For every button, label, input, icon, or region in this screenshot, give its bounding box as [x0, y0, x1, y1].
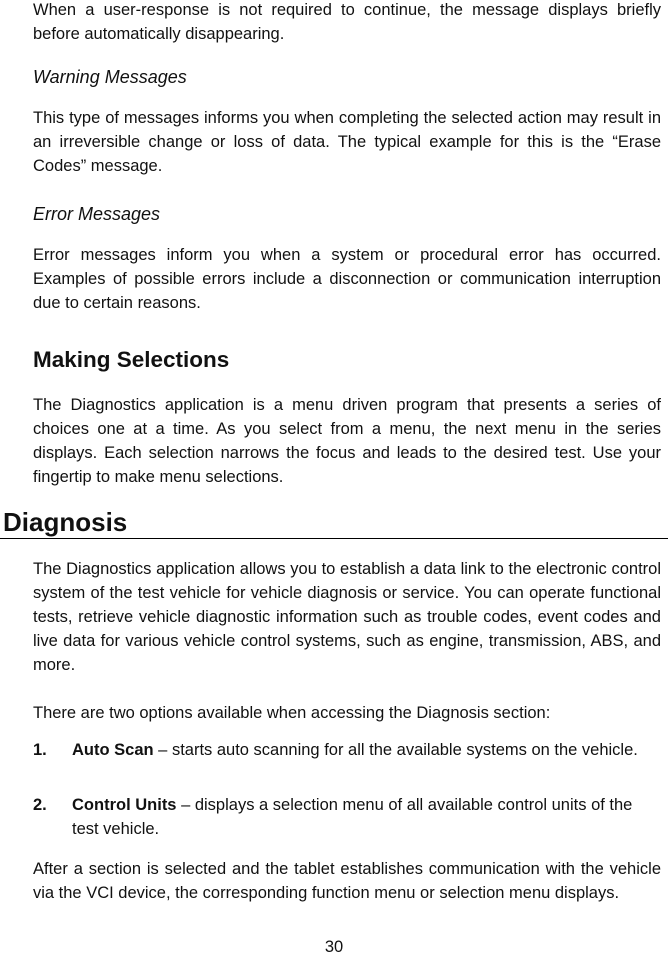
- heading-error-messages: Error Messages: [33, 204, 161, 224]
- paragraph-diagnosis-1: The Diagnostics application allows you to establish a data link to the electronic control system of the test vehicle for vehicle diagnosis or service. You can operate functional tests, retrieve vehicle diagnostic information such as trouble codes, event codes and live data for various vehicle control systems, such as engine, transmission, ABS, and more.: [33, 560, 661, 674]
- paragraph-diagnosis-3: After a section is selected and the tablet establishes communication with the vehicle via the VCI device, the corresponding function menu or selection menu displays.: [33, 860, 661, 902]
- paragraph-intro: When a user-response is not required to continue, the message displays briefly before automatically disappearing.: [33, 1, 661, 43]
- heading-warning-messages: Warning Messages: [33, 67, 187, 87]
- list-item-control-units: [33, 793, 661, 841]
- heading-making-selections: Making Selections: [33, 347, 230, 372]
- list-text: – starts auto scanning for all the available systems on the vehicle.: [153, 741, 638, 759]
- paragraph-warning: This type of messages informs you when completing the selected action may result in an irreversible change or loss of data. The typical example for this is the “Erase Codes” message.: [33, 109, 661, 175]
- list-item-auto-scan: [33, 738, 661, 762]
- heading-diagnosis: Diagnosis: [3, 507, 128, 537]
- list-text: – displays a selection menu of all available control units of the test vehicle.: [72, 796, 633, 838]
- paragraph-diagnosis-2: There are two options available when accessing the Diagnosis section:: [33, 704, 551, 722]
- list-number: 1.: [33, 741, 47, 759]
- page-number: 30: [324, 938, 344, 956]
- list-term: Control Units: [72, 796, 177, 814]
- section-divider: [0, 538, 668, 539]
- paragraph-error: Error messages inform you when a system or procedural error has occurred. Examples of possible errors include a disconnection or communication interruption due to certain reasons.: [33, 246, 661, 312]
- paragraph-making-selections: The Diagnostics application is a menu driven program that presents a series of choices one at a time. As you select from a menu, the next menu in the series displays. Each selection narrows the focus and leads to the desired test. Use your fingertip to make menu selections.: [33, 396, 661, 486]
- list-number: 2.: [33, 796, 47, 814]
- list-term: Auto Scan: [72, 741, 154, 759]
